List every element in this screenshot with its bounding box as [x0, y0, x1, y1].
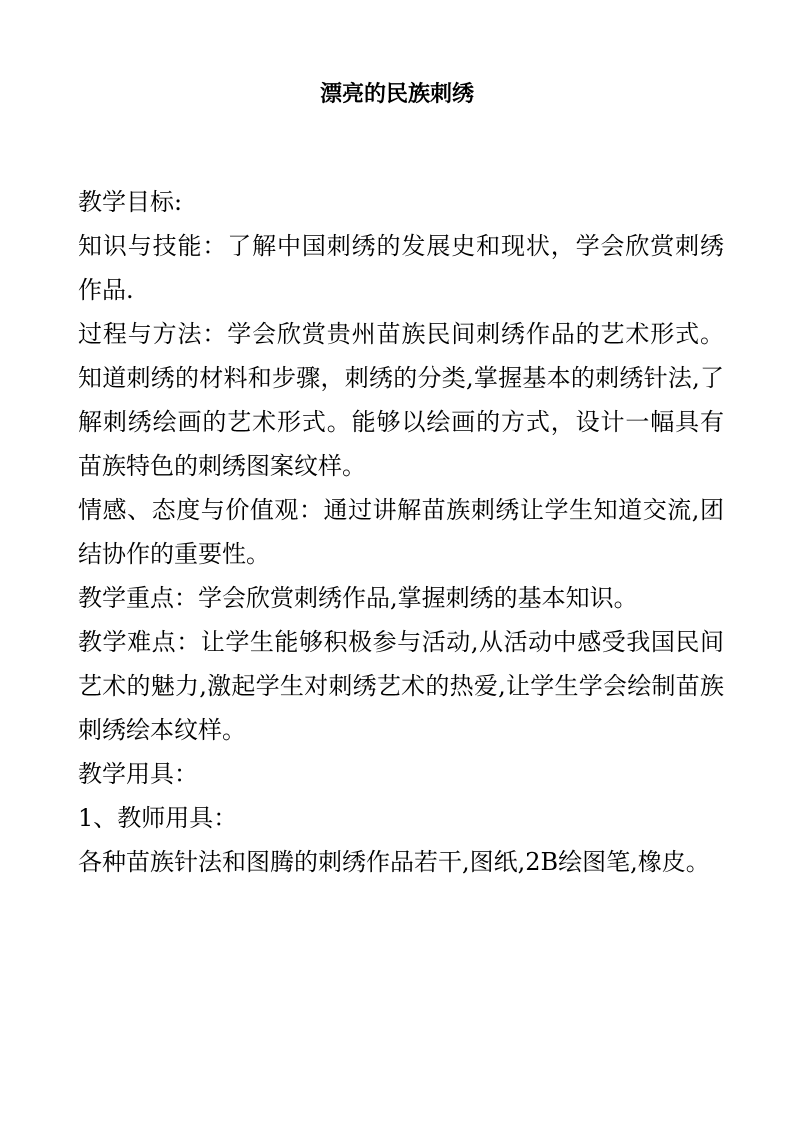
paragraph-key-points: 教学重点：学会欣赏刺绣作品,掌握刺绣的基本知识。 — [78, 584, 638, 612]
paragraph-difficulties: 教学难点：让学生能够积极参与活动,从活动中感受我国民间艺术的魅力,激起学生对刺绣艺术的热爱,让学生学会绘制苗族刺绣绘本纹样。 — [78, 628, 724, 744]
document-body — [78, 180, 724, 884]
section-heading-objectives: 教学目标: — [78, 188, 183, 216]
section-heading-teaching-tools: 教学用具： — [78, 760, 198, 788]
paragraph-emotion-values: 情感、态度与价值观：通过讲解苗族刺绣让学生知道交流,团结协作的重要性。 — [78, 496, 724, 568]
section-heading-teacher-tools: 1、教师用具： — [78, 804, 238, 832]
paragraph-knowledge-skills: 知识与技能：了解中国刺绣的发展史和现状，学会欣赏刺绣作品. — [78, 232, 724, 304]
paragraph-teacher-tools-list: 各种苗族针法和图腾的刺绣作品若干,图纸,2B绘图笔,橡皮。 — [78, 848, 710, 876]
paragraph-process-methods: 过程与方法：学会欣赏贵州苗族民间刺绣作品的艺术形式。知道刺绣的材料和步骤，刺绣的分类,掌握基本的刺绣针法,了解刺绣绘画的艺术形式。能够以绘画的方式，设计一幅具有苗族特色的刺绣图案纹样。 — [78, 320, 724, 480]
document-title: 漂亮的民族刺绣 — [319, 81, 474, 107]
